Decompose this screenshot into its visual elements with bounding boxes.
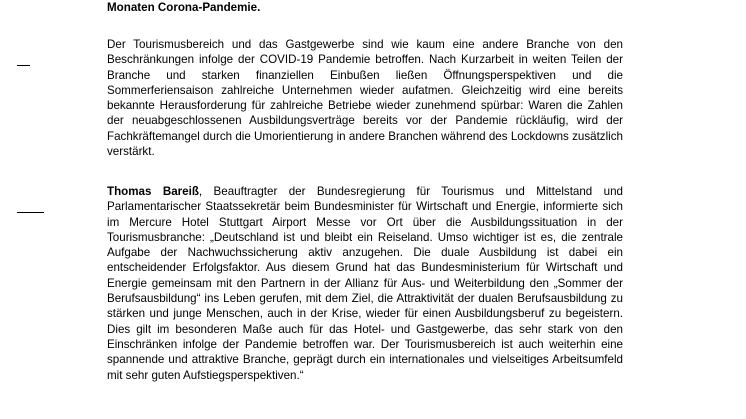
- speaker-name: Thomas Bareiß: [107, 185, 199, 198]
- paragraph-bareiss-statement: [107, 184, 623, 383]
- margin-line-mark: [17, 212, 44, 213]
- section-heading: Monaten Corona-Pandemie.: [107, 1, 261, 14]
- speaker-statement: , Beauftragter der Bundesregierung für Tourismus und Mittelstand und Parlamentarischer Staatssekretär beim Bundesminister für Wirtschaft und Energie, informierte sich im Mercure Hotel Stuttgart Airport Messe vor Ort über die Ausbildungssituation in der Tourismusbranche: „Deutschland ist und bleibt ein Reiseland. Umso wichtiger ist es, die zentrale Aufgabe der Nachwuchssicherung aktiv anzugehen. Die duale Ausbildung ist dabei ein entscheidender Erfolgsfaktor. Aus diesem Grund hat das Bundesministerium für Wirtschaft und Energie gemeinsam mit den Partnern in der Allianz für Aus- und Weiterbildung den „Sommer der Berufsausbildung“ ins Leben gerufen, mit dem Ziel, die Attraktivität der dualen Berufsausbildung zu stärken und junge Menschen, auch in der Krise, wieder für einen Ausbildungsberuf zu begeistern. Dies gilt im besonderen Maße auch für das Hotel- und Gastgewerbe, das sehr stark von den Einschränken infolge der Pandemie betroffen war. Der Tourismusbereich ist auch weiterhin eine spannende und attraktive Branche, geprägt durch ein internationales und vielseitiges Arbeitsumfeld mit sehr guten Aufstiegsperspektiven.“: [107, 185, 623, 382]
- paragraph-tourism-situation: Der Tourismusbereich und das Gastgewerbe sind wie kaum eine andere Branche von den Beschränkungen infolge der COVID-19 Pandemie betroffen. Nach Kurzarbeit in weiten Teilen der Branche und starken finanziellen Einbußen ließen Öffnungsperspektiven und die Sommerferiensaison zahlreiche Unternehmen wieder aufatmen. Gleichzeitig wird eine bereits bekannte Herausforderung für zahlreiche Betriebe wieder zunehmend spürbar: Waren die Zahlen der neuabgeschlossenen Ausbildungsverträge bereits vor der Pandemie rückläufig, wird der Fachkräftemangel durch die Umorientierung in andere Branchen während des Lockdowns zusätzlich verstärkt.: [107, 38, 623, 159]
- margin-line-mark: [17, 65, 30, 66]
